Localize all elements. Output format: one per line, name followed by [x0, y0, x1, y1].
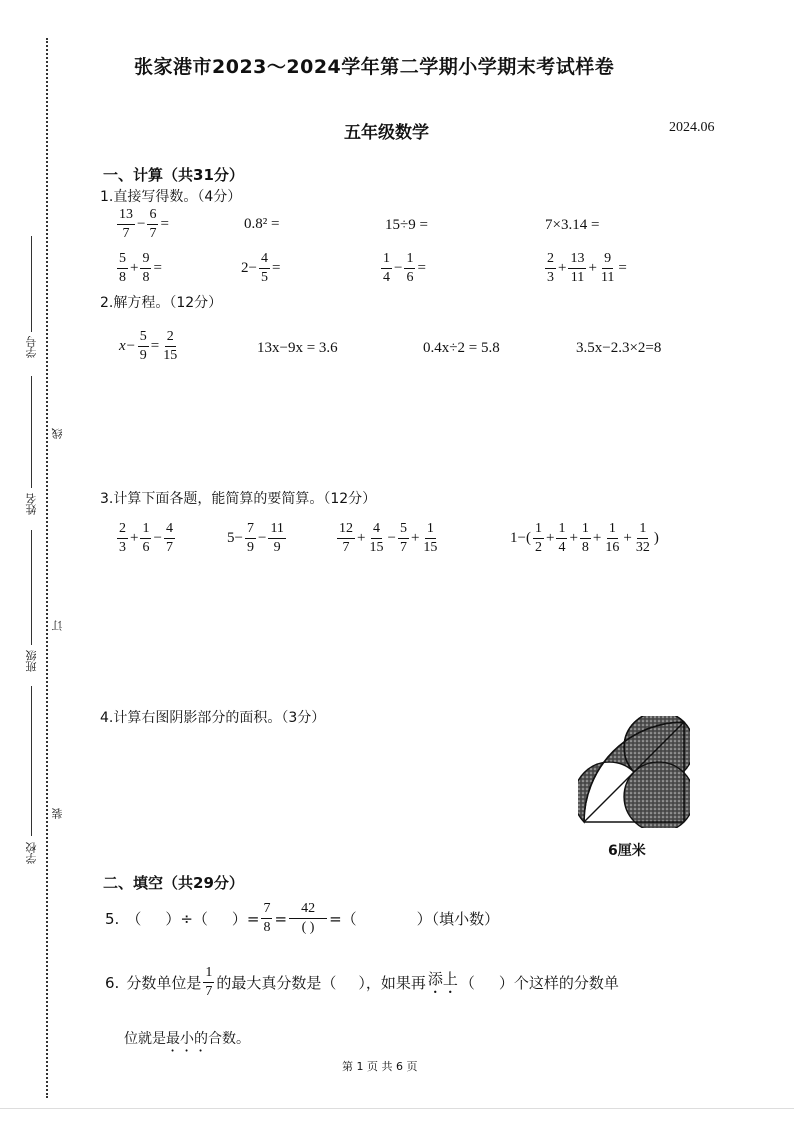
q2-equation-4: 3.5x−2.3×2=8	[576, 340, 662, 356]
q6-line2: 位就是最小的合数。	[124, 1031, 250, 1047]
q3-expr-2: 5− $\frac{7}{9}$ − $\frac{11}{9}$	[227, 521, 284, 555]
bind-mark-staple: 订	[51, 620, 64, 631]
q1-item-e: $\frac{5}{8}$ + $\frac{9}{8}$ =	[119, 251, 162, 285]
q1-item-g: $\frac{1}{4}$ − $\frac{1}{6}$ =	[383, 251, 426, 285]
q1-item-f: 2− $\frac{4}{5}$ =	[241, 251, 281, 285]
q3-expr-1: $\frac{2}{3}$ + $\frac{1}{6}$ − $\frac{4}{7}$	[119, 521, 173, 555]
q2-title: 2.解方程。（12分）	[100, 295, 223, 311]
q1-item-a: $\frac{13}{7}$ − $\frac{6}{7}$ =	[119, 207, 169, 241]
q2-equation-2: 13x−9x = 3.6	[257, 340, 338, 356]
exam-date: 2024.06	[669, 120, 715, 135]
q3-expr-4: 1−( $\frac{1}{2}$ + $\frac{1}{4}$ + $\frac{1}{8}$ + $\frac{1}{16}$ + $\frac{1}{32}$ )	[510, 521, 659, 555]
q5: 5. （ ）÷（ ）= $\frac{7}{8}$ = $\frac{42}{( )}$ =（ ）（填小数）	[105, 901, 500, 935]
bind-mark-bind: 装	[51, 808, 64, 819]
school-label: 学校	[25, 842, 38, 864]
student-id-line	[31, 236, 32, 332]
q3-expr-3: $\frac{12}{7}$ + $\frac{4}{15}$ − $\frac{5}{7}$ + $\frac{1}{15}$	[339, 521, 438, 555]
exam-subject: 五年级数学	[344, 123, 429, 143]
name-label: 姓名	[25, 493, 38, 515]
q1-item-c: 15÷9 =	[385, 217, 428, 233]
bind-mark-line: 线	[51, 428, 64, 439]
q1-item-d: 7×3.14 =	[545, 217, 600, 233]
binding-dotted-line	[46, 38, 48, 1098]
q1-item-b: 0.8² =	[244, 216, 280, 232]
q2-equation-3: 0.4x÷2 = 5.8	[423, 340, 500, 356]
figure-label: 6厘米	[608, 843, 646, 859]
q1-title: 1.直接写得数。（4分）	[100, 189, 242, 205]
section1-title: 一、计算（共31分）	[103, 166, 244, 184]
student-id-label: 学号	[25, 336, 38, 358]
q4-title: 4.计算右图阴影部分的面积。（3分）	[100, 710, 326, 726]
section2-title: 二、填空（共29分）	[103, 874, 244, 892]
q6-line1: 6. 分数单位是 $\frac{1}{7}$ 的最大真分数是（ ），如果再 添上 （ ）个这样的分数单	[105, 965, 619, 999]
class-label: 班级	[25, 650, 38, 672]
school-line	[31, 686, 32, 836]
q3-title: 3.计算下面各题，能简算的要简算。（12分）	[100, 491, 377, 507]
class-line	[31, 530, 32, 645]
exam-title: 张家港市2023～2024学年第二学期小学期末考试样卷	[134, 56, 615, 78]
page-bottom-edge	[0, 1108, 794, 1109]
q2-equation-1: x− $\frac{5}{9}$ = $\frac{2}{15}$	[119, 329, 178, 363]
name-line	[31, 376, 32, 488]
shaded-area-figure	[578, 716, 690, 828]
q1-item-h: $\frac{2}{3}$ + $\frac{13}{11}$ + $\frac{9}{11}$ =	[547, 251, 627, 285]
page-footer: 第 1 页 共 6 页	[342, 1060, 418, 1073]
